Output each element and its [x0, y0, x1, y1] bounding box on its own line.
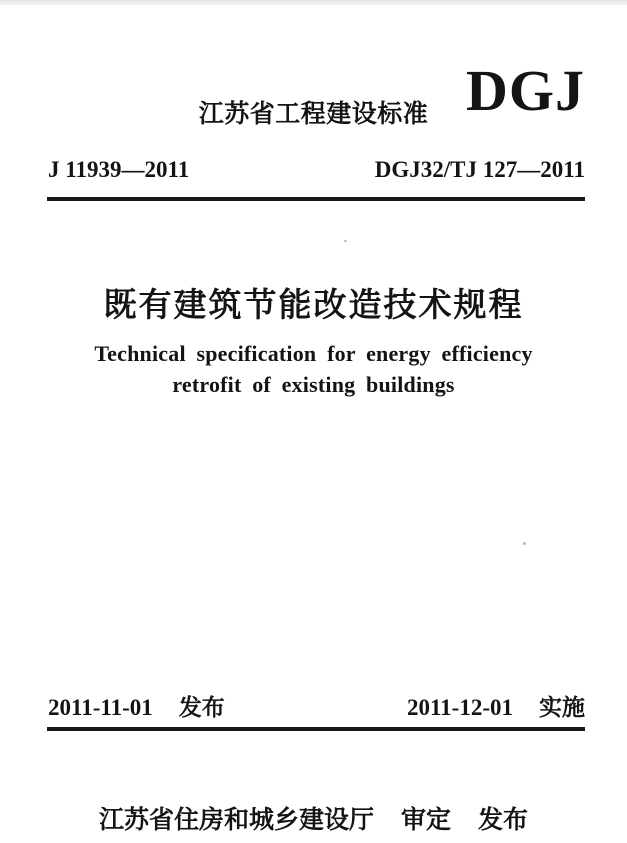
dates-row — [48, 694, 585, 721]
issue-date-group — [48, 694, 225, 721]
title-chinese: 既有建筑节能改造技术规程 — [103, 286, 524, 323]
scan-speck — [344, 240, 347, 242]
publisher-row — [0, 805, 627, 835]
approve-label: 审定 — [400, 806, 451, 834]
implement-date: 2011-12-01 — [406, 695, 513, 720]
title-english — [0, 338, 627, 400]
implement-label: 实施 — [539, 694, 585, 720]
issue-date: 2011-11-01 — [48, 695, 153, 720]
implement-date-group — [407, 694, 585, 721]
codes-row — [48, 157, 585, 183]
standard-category-label: 江苏省工程建设标准 — [198, 100, 429, 128]
scan-speck — [523, 542, 526, 545]
title-english-line1: Technical specification for energy efficiency — [94, 341, 533, 366]
issue-label: 发布 — [178, 694, 225, 720]
header-rule — [47, 197, 585, 201]
scan-edge-strip — [0, 0, 627, 5]
title-english-line2: retrofit of existing buildings — [172, 372, 455, 397]
footer-rule — [47, 727, 585, 731]
dgj-logo: DGJ — [466, 58, 585, 123]
standard-number: DGJ32/TJ 127—2011 — [374, 157, 585, 182]
release-label: 发布 — [478, 806, 529, 834]
publisher-name: 江苏省住房和城乡建设厅 — [98, 806, 374, 834]
record-number: J 11939—2011 — [48, 157, 190, 182]
